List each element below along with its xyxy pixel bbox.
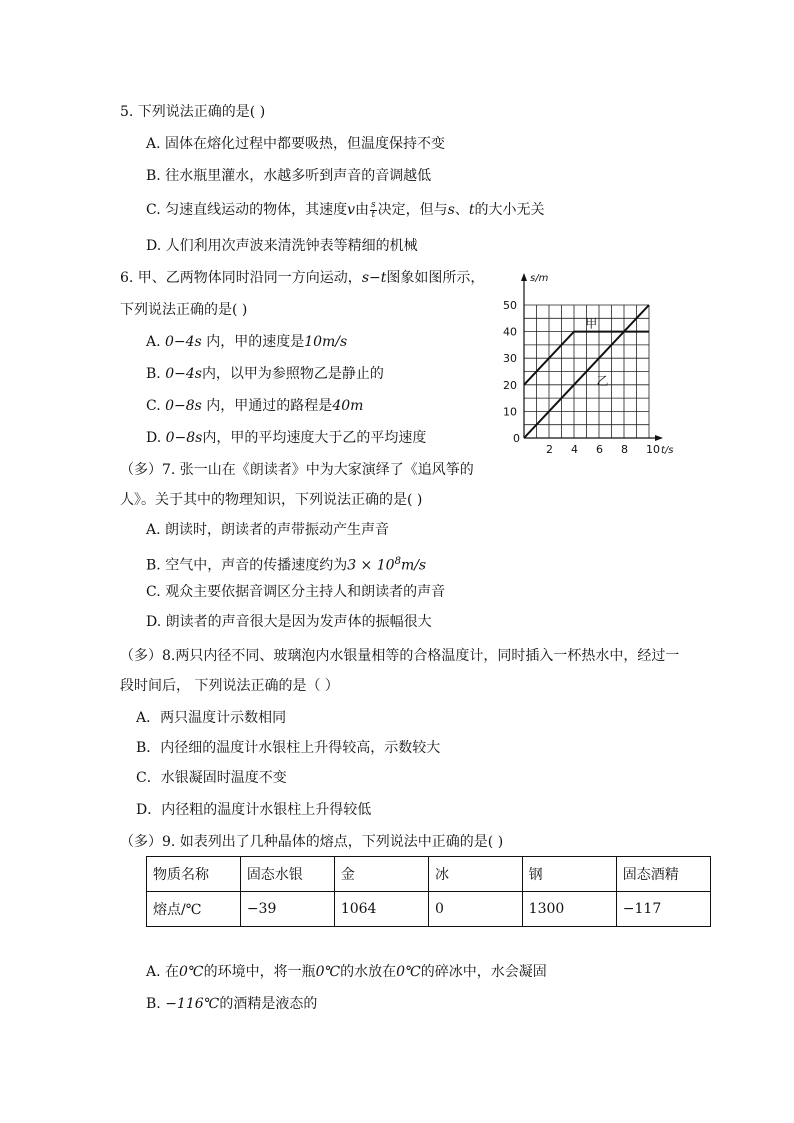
q6-a-math2: 10m/s [304,334,348,350]
q9-option-a [146,962,547,982]
q6-stem-line2: 下列说法正确的是( ) [120,302,248,318]
q5-c-pre: C. 匀速直线运动的物体，其速度 [146,202,348,218]
q5-c-sep: 、 [454,202,469,218]
q9-a-pre: A. 在 [146,964,180,980]
q9-a-t1: 0℃ [179,964,204,980]
x-tick-label: 6 [596,443,603,456]
q8-option-a: A．两只温度计示数相同 [136,710,287,726]
q7-stem-line1: （多）7. 张一山在《朗读者》中为大家演绎了《追风筝的 [120,462,474,478]
q7-option-d: D. 朗读者的声音很大是因为发声体的振幅很大 [146,614,432,630]
table-cell: 熔点/℃ [147,892,241,927]
q5-c-s: s [447,202,455,218]
q9-a-t2: 0℃ [315,964,341,980]
y-tick-label: 50 [503,299,517,312]
q5-c-fraction [370,201,377,220]
q6-c-math2: 40m [332,398,364,414]
q8-option-c: C．水银凝固时温度不变 [136,770,287,786]
q5-c-den: t [371,209,376,220]
y-tick-label: 30 [503,352,517,366]
q5-option-a: A. 固体在熔化过程中都要吸热，但温度保持不变 [146,136,446,152]
q5-c-t: t [468,202,475,218]
series-label-jia: 甲 [585,316,598,331]
q6-option-c [146,396,363,416]
q6-d-math: 0−8s [165,430,203,446]
q7-b-pre: B. 空气中，声音的传播速度约为 [146,557,348,574]
q9-b-t: −116℃ [165,996,220,1012]
q6-stem-post: 图象如图所示， [386,270,485,286]
q6-stem-line1 [120,268,484,288]
q7-b-exp: 8 [394,556,401,567]
table-cell: 钢 [522,857,616,892]
q9-option-b [146,994,317,1014]
y-tick-label: 40 [503,325,517,339]
table-row [147,857,711,892]
origin-label: 0 [513,432,520,445]
q7-option-b [146,552,426,576]
q5-c-by: 由 [355,202,370,218]
x-axis-label: t/s [661,445,674,456]
q6-option-a [146,332,347,352]
q7-option-a: A. 朗读时，朗读者的声带振动产生声音 [146,522,390,538]
q6-a-pre: A. [146,334,166,350]
table-cell: 1064 [334,892,428,927]
x-tick-label: 8 [621,443,628,456]
q6-stem-math: s−t [361,270,387,286]
x-axis-arrow [655,435,663,441]
y-tick-label: 10 [503,405,517,419]
q9-a-mid1: 的环境中，将一瓶 [203,964,316,980]
q7-stem-line2: 人》。关于其中的物理知识，下列说法正确的是( ) [120,492,423,508]
q9-a-post: 的碎冰中，水会凝固 [420,964,547,980]
table-cell: 物质名称 [147,857,241,892]
q6-b-pre: B. [146,366,166,382]
q6-c-pre: C. [146,398,166,414]
q9-stem: （多）9. 如表列出了几种晶体的熔点，下列说法中正确的是( ) [120,834,504,850]
q8-option-b: B．内径细的温度计水银柱上升得较高，示数较大 [136,740,441,756]
q8-stem-line1: （多）8.两只内径不同、玻璃泡内水银量相等的合格温度计，同时插入一杯热水中，经过一 [120,648,680,664]
q5-stem: 5. 下列说法正确的是( ) [120,104,266,120]
q6-b-math: 0−4s [165,366,202,382]
q5-c-num: s [371,199,376,210]
q5-option-b: B. 往水瓶里灌水，水越多听到声音的音调越低 [146,168,432,184]
q6-b-post: 内，以甲为参照物乙是静止的 [201,366,384,382]
q6-c-mid: 内，甲通过的路程是 [201,398,333,414]
table-cell: 金 [334,857,428,892]
q6-option-b [146,364,384,384]
table-cell: 0 [428,892,522,927]
x-tick-label: 2 [546,443,553,456]
q8-stem-line2: 段时间后， 下列说法正确的是（ ） [120,678,339,694]
table-cell: 1300 [522,892,616,927]
table-cell: 固态水银 [240,857,334,892]
q9-b-post: 的酒精是液态的 [219,996,318,1012]
table-cell: −39 [240,892,334,927]
q9-b-pre: B. [146,996,166,1012]
table-row [147,892,711,927]
y-tick-label: 20 [503,378,517,392]
q5-option-c [146,200,545,220]
q5-c-mid: 决定，但与 [377,202,448,218]
y-axis-label: s/m [530,273,549,284]
q6-d-pre: D. [146,430,166,446]
table-cell: −117 [616,892,710,927]
table-cell: 固态酒精 [616,857,710,892]
q6-stem-pre: 6. 甲、乙两物体同时沿同一方向运动， [120,270,362,286]
melting-point-table [146,856,711,927]
s-t-chart [500,265,680,465]
q7-b-unit: m/s [400,557,427,574]
q7-b-math: 3 × 10 [347,557,395,574]
q9-a-t3: 0℃ [396,964,421,980]
q6-d-post: 内，甲的平均速度大于乙的平均速度 [202,430,427,446]
q9-a-mid2: 的水放在 [340,964,397,980]
q6-a-mid: 内，甲的速度是 [201,334,305,350]
q5-c-post: 的大小无关 [474,202,545,218]
q6-c-math1: 0−8s [165,398,202,414]
x-tick-label: 4 [571,443,578,456]
q7-option-c: C. 观众主要依据音调区分主持人和朗读者的声音 [146,584,446,600]
q5-option-d: D. 人们利用次声波来清洗钟表等精细的机械 [146,238,418,254]
table-cell: 冰 [428,857,522,892]
y-axis-arrow [521,273,527,281]
x-tick-label: 10 [646,443,660,456]
series-label-yi: 乙 [596,373,609,388]
q5-c-v: v [347,202,356,218]
q6-a-math1: 0−4s [165,334,202,350]
q6-option-d [146,428,426,448]
q8-option-d: D．内径粗的温度计水银柱上升得较低 [136,802,372,818]
